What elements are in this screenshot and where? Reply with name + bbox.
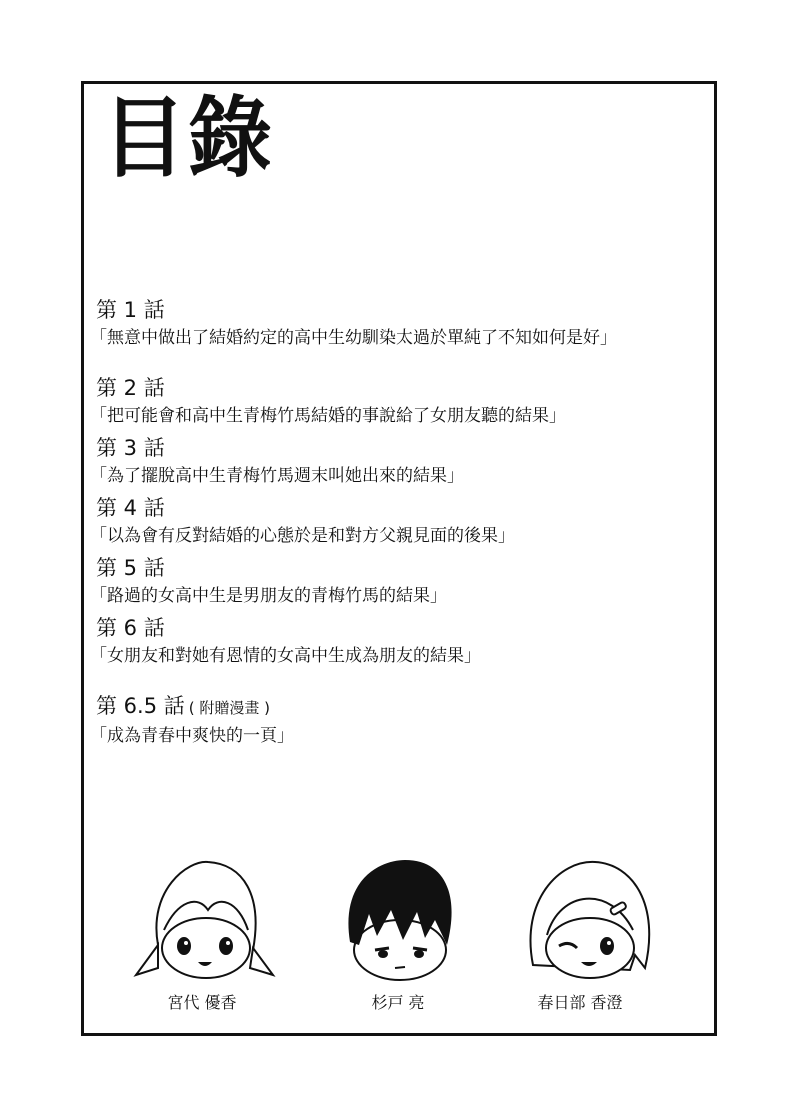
- ryo-drawing: [325, 850, 475, 990]
- toc-entry: [90, 614, 710, 670]
- chapter-title: 「女朋友和對她有恩情的女高中生成為朋友的結果」: [90, 646, 481, 666]
- toc-entry: [90, 434, 710, 490]
- toc-entry: [90, 494, 710, 550]
- page-title: 目錄: [102, 86, 275, 190]
- chapter-number: 第 4 話: [96, 496, 165, 520]
- chapter-note: ( 附贈漫畫 ): [188, 699, 270, 717]
- toc-entry: [90, 296, 710, 352]
- chapter-title: 「為了擺脫高中生青梅竹馬週末叫她出來的結果」: [90, 466, 464, 486]
- chapter-number-text: 第 6.5 話: [96, 694, 185, 718]
- character-name-kasumi: 春日部 香澄: [537, 993, 623, 1012]
- chapter-number: [96, 692, 710, 722]
- chapter-title: 「路過的女高中生是男朋友的青梅竹馬的結果」: [90, 586, 447, 606]
- toc-entry: [90, 374, 710, 430]
- character-name-ryo: 杉戸 亮: [371, 993, 425, 1012]
- chapter-title: 「成為青春中爽快的一頁」: [90, 726, 294, 746]
- chapter-title: 「以為會有反對結婚的心態於是和對方父親見面的後果」: [90, 526, 515, 546]
- chapter-number: 第 1 話: [96, 298, 165, 322]
- chapter-title: 「無意中做出了結婚約定的高中生幼馴染太過於單純了不知如何是好」: [90, 328, 617, 348]
- chapter-number: 第 2 話: [96, 376, 165, 400]
- chapter-number: 第 3 話: [96, 436, 165, 460]
- yuka-drawing: [128, 850, 278, 990]
- toc-entry: [90, 554, 710, 610]
- chapter-number: 第 6 話: [96, 616, 165, 640]
- chapter-title: 「把可能會和高中生青梅竹馬結婚的事說給了女朋友聽的結果」: [90, 406, 566, 426]
- table-of-contents: [90, 296, 710, 754]
- chapter-number: 第 5 話: [96, 556, 165, 580]
- toc-entry: [90, 692, 710, 750]
- character-name-yuka: 宮代 優香: [167, 993, 237, 1012]
- kasumi-drawing: [515, 850, 665, 990]
